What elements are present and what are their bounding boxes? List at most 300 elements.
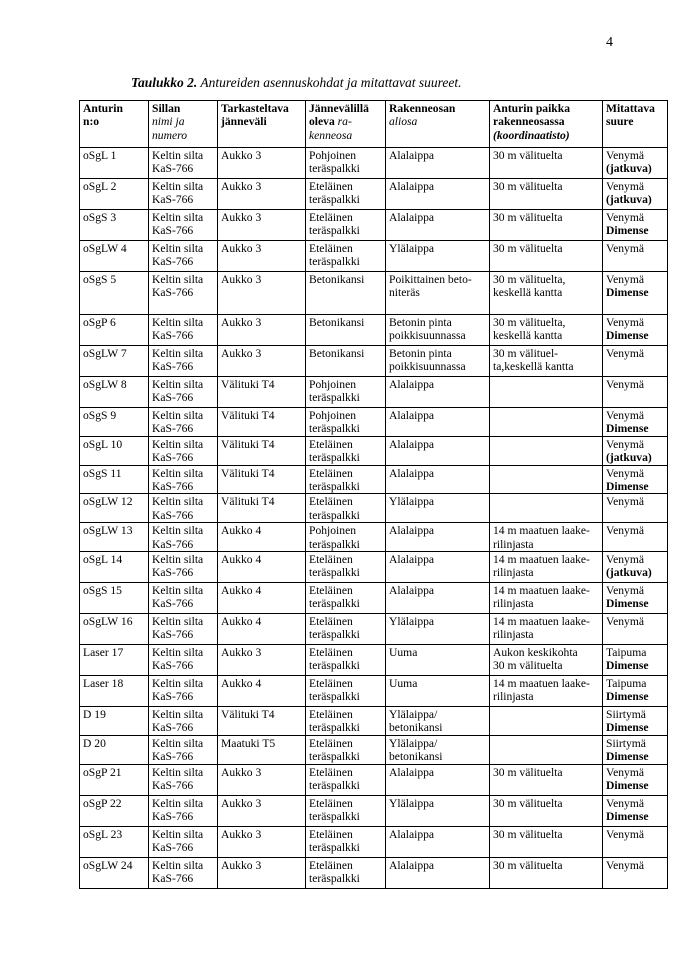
cell-line: Venymä	[606, 615, 644, 629]
cell-bridge	[149, 583, 218, 614]
cell-line: Välituki T4	[221, 708, 275, 722]
cell-line: Ylälaippa	[389, 796, 435, 810]
table-header-row	[80, 101, 668, 148]
cell-sensor-number	[80, 241, 149, 272]
table-row	[80, 707, 668, 736]
cell-line: Venymä	[606, 149, 644, 162]
cell-structural-part	[306, 315, 386, 346]
header-line: oleva ra-	[309, 115, 352, 129]
cell-line: 14 m maatuen laake-	[493, 553, 590, 567]
cell-span	[218, 552, 306, 583]
cell-line: keskellä kantta	[493, 286, 563, 300]
cell-line: Venymä	[606, 437, 644, 451]
cell-sensor-position	[490, 645, 603, 676]
cell-sub-part	[386, 614, 490, 645]
cell-line: teräspalkki	[309, 255, 360, 269]
cell-line: teräspalkki	[309, 566, 360, 580]
cell-structural-part	[306, 377, 386, 408]
cell-sensor-position	[490, 315, 603, 346]
table-row	[80, 436, 668, 465]
cell-line: Keltin silta	[152, 858, 204, 872]
cell-line: Pohjoinen	[309, 409, 357, 422]
cell-span	[218, 764, 306, 795]
cell-line: rilinjasta	[493, 690, 534, 704]
cell-line: Keltin silta	[152, 553, 204, 567]
cell-sub-part	[386, 436, 490, 465]
cell-line: Venymä	[606, 378, 644, 391]
cell-line: poikkisuunnassa	[389, 360, 466, 374]
header-sub-part	[386, 101, 490, 148]
header-measured-quantity	[603, 101, 668, 148]
cell-line: (jatkuva)	[606, 162, 652, 176]
header-line: jänneväli	[221, 115, 267, 129]
cell-line: KaS-766	[152, 508, 194, 522]
cell-sub-part	[386, 241, 490, 272]
cell-structural-part	[306, 795, 386, 826]
cell-line: Keltin silta	[152, 437, 204, 451]
cell-line: Eteläinen	[309, 495, 353, 509]
cell-line: oSgLW 24	[83, 858, 133, 872]
cell-line: teräspalkki	[309, 391, 360, 405]
cell-line: Keltin silta	[152, 149, 204, 162]
cell-sensor-position	[490, 377, 603, 408]
cell-line: Keltin silta	[152, 708, 204, 722]
cell-line: oSgLW 16	[83, 615, 133, 629]
cell-line: KaS-766	[152, 628, 194, 642]
table-row	[80, 408, 668, 437]
cell-line: Venymä	[606, 858, 644, 872]
table-row	[80, 583, 668, 614]
cell-sensor-number	[80, 377, 149, 408]
cell-structural-part	[306, 210, 386, 241]
cell-line: Eteläinen	[309, 242, 353, 255]
cell-line: keskellä kantta	[493, 329, 563, 343]
cell-line: D 19	[83, 708, 106, 722]
cell-line: KaS-766	[152, 810, 194, 824]
table-row	[80, 735, 668, 764]
cell-span	[218, 408, 306, 437]
cell-line: KaS-766	[152, 329, 194, 343]
cell-line: rilinjasta	[493, 566, 534, 580]
header-line: Rakenneosan	[389, 102, 456, 115]
table-row	[80, 346, 668, 377]
cell-line: Venymä	[606, 495, 644, 509]
cell-line: Ylälaippa/	[389, 708, 438, 722]
cell-line: KaS-766	[152, 422, 194, 436]
caption-label: Taulukko 2.	[131, 75, 198, 90]
cell-line: Dimense	[606, 750, 649, 764]
cell-line: 30 m välituelta	[493, 242, 563, 255]
cell-sensor-number	[80, 614, 149, 645]
cell-line: Alalaippa	[389, 409, 435, 422]
cell-line: Siirtymä	[606, 736, 646, 750]
table-body	[80, 148, 668, 889]
cell-line: Aukko 4	[221, 677, 262, 691]
cell-sub-part	[386, 494, 490, 523]
cell-line: Eteläinen	[309, 437, 353, 451]
cell-sensor-position	[490, 408, 603, 437]
table-row	[80, 857, 668, 888]
header-sensor-number	[80, 101, 149, 148]
header-bridge	[149, 101, 218, 148]
cell-sensor-number	[80, 645, 149, 676]
cell-sensor-number	[80, 272, 149, 315]
cell-bridge	[149, 465, 218, 494]
cell-line: Keltin silta	[152, 495, 204, 509]
cell-sensor-position	[490, 346, 603, 377]
table-row	[80, 826, 668, 857]
table-row	[80, 552, 668, 583]
cell-sensor-position	[490, 857, 603, 888]
table-row	[80, 210, 668, 241]
cell-line: Eteläinen	[309, 615, 353, 629]
header-line: (koordinaatisto)	[493, 128, 570, 142]
cell-measured-quantity	[603, 583, 668, 614]
cell-line: Aukko 4	[221, 553, 262, 567]
cell-span	[218, 148, 306, 179]
table-row	[80, 241, 668, 272]
cell-line: Venymä	[606, 584, 644, 598]
cell-sensor-position	[490, 272, 603, 315]
cell-sensor-position	[490, 523, 603, 552]
cell-line: oSgS 15	[83, 584, 122, 598]
cell-line: rilinjasta	[493, 597, 534, 611]
cell-sensor-number	[80, 826, 149, 857]
header-line: numero	[152, 128, 187, 142]
cell-line: Alalaippa	[389, 584, 435, 598]
cell-line: Venymä	[606, 827, 644, 841]
cell-bridge	[149, 764, 218, 795]
cell-line: Keltin silta	[152, 347, 204, 360]
cell-sub-part	[386, 377, 490, 408]
table-row	[80, 272, 668, 315]
cell-line: Alalaippa	[389, 553, 435, 567]
cell-sensor-position	[490, 494, 603, 523]
cell-span	[218, 346, 306, 377]
cell-sensor-position	[490, 148, 603, 179]
cell-line: Keltin silta	[152, 677, 204, 691]
cell-line: Ylälaippa	[389, 242, 435, 255]
cell-line: Venymä	[606, 524, 644, 538]
cell-measured-quantity	[603, 377, 668, 408]
cell-sensor-number	[80, 346, 149, 377]
cell-line: D 20	[83, 736, 106, 750]
cell-line: teräspalkki	[309, 480, 360, 494]
cell-line: oSgS 11	[83, 466, 122, 480]
cell-line: 30 m välituelta,	[493, 273, 566, 286]
table-caption	[131, 75, 462, 91]
cell-span	[218, 241, 306, 272]
cell-structural-part	[306, 583, 386, 614]
header-line: nimi ja	[152, 115, 185, 129]
cell-line: oSgLW 4	[83, 242, 127, 255]
cell-sensor-number	[80, 315, 149, 346]
cell-line: Keltin silta	[152, 796, 204, 810]
cell-line: Alalaippa	[389, 149, 435, 162]
cell-measured-quantity	[603, 645, 668, 676]
cell-line: oSgP 21	[83, 765, 122, 779]
cell-bridge	[149, 523, 218, 552]
cell-line: Poikittainen beto-	[389, 273, 472, 286]
table-row	[80, 465, 668, 494]
cell-line: Eteläinen	[309, 646, 353, 660]
cell-measured-quantity	[603, 436, 668, 465]
cell-line: Keltin silta	[152, 524, 204, 538]
cell-line: Betonin pinta	[389, 347, 452, 360]
cell-bridge	[149, 676, 218, 707]
cell-line: betonikansi	[389, 750, 443, 764]
cell-sensor-position	[490, 826, 603, 857]
cell-bridge	[149, 241, 218, 272]
cell-line: KaS-766	[152, 659, 194, 673]
cell-span	[218, 465, 306, 494]
cell-line: Venymä	[606, 765, 644, 779]
cell-line: Dimense	[606, 329, 649, 343]
cell-line: oSgL 1	[83, 149, 117, 162]
sensor-table	[79, 100, 668, 889]
cell-line: Dimense	[606, 810, 649, 824]
cell-span	[218, 857, 306, 888]
cell-line: 30 m välituelta	[493, 180, 563, 193]
cell-line: 30 m välituelta	[493, 796, 563, 810]
cell-line: teräspalkki	[309, 162, 360, 176]
cell-span	[218, 523, 306, 552]
cell-line: KaS-766	[152, 391, 194, 405]
cell-sub-part	[386, 148, 490, 179]
cell-line: oSgS 5	[83, 273, 117, 286]
cell-line: Eteläinen	[309, 180, 353, 193]
table-row	[80, 645, 668, 676]
cell-line: Uuma	[389, 646, 418, 660]
cell-line: 30 m välituelta	[493, 149, 563, 162]
cell-line: Välituki T4	[221, 466, 275, 480]
cell-line: Keltin silta	[152, 736, 204, 750]
cell-span	[218, 826, 306, 857]
cell-sensor-number	[80, 764, 149, 795]
cell-line: Alalaippa	[389, 858, 435, 872]
cell-measured-quantity	[603, 735, 668, 764]
cell-structural-part	[306, 614, 386, 645]
table-row	[80, 676, 668, 707]
cell-line: Alalaippa	[389, 180, 435, 193]
cell-sensor-position	[490, 764, 603, 795]
cell-line: Alalaippa	[389, 765, 435, 779]
cell-line: Alalaippa	[389, 211, 435, 224]
cell-line: Aukko 3	[221, 858, 262, 872]
cell-line: Alalaippa	[389, 466, 435, 480]
page-number: 4	[606, 35, 613, 50]
cell-line: Aukko 3	[221, 646, 262, 660]
cell-line: teräspalkki	[309, 224, 360, 238]
cell-bridge	[149, 735, 218, 764]
cell-line: teräspalkki	[309, 810, 360, 824]
cell-measured-quantity	[603, 795, 668, 826]
header-line: Jännevälillä	[309, 102, 369, 115]
cell-line: Eteläinen	[309, 796, 353, 810]
cell-span	[218, 645, 306, 676]
cell-line: KaS-766	[152, 451, 194, 465]
cell-line: oSgS 9	[83, 409, 117, 422]
cell-structural-part	[306, 408, 386, 437]
cell-bridge	[149, 552, 218, 583]
header-structural-part	[306, 101, 386, 148]
cell-span	[218, 436, 306, 465]
cell-sensor-position	[490, 583, 603, 614]
cell-span	[218, 707, 306, 736]
cell-line: KaS-766	[152, 537, 194, 551]
cell-sensor-position	[490, 676, 603, 707]
cell-structural-part	[306, 552, 386, 583]
cell-line: Ylälaippa/	[389, 736, 438, 750]
cell-line: 14 m maatuen laake-	[493, 677, 590, 691]
cell-structural-part	[306, 436, 386, 465]
cell-line: Venymä	[606, 466, 644, 480]
cell-measured-quantity	[603, 614, 668, 645]
cell-line: Venymä	[606, 273, 644, 286]
cell-bridge	[149, 272, 218, 315]
cell-sub-part	[386, 552, 490, 583]
cell-line: Keltin silta	[152, 316, 204, 329]
cell-measured-quantity	[603, 523, 668, 552]
cell-line: oSgL 10	[83, 437, 123, 451]
cell-measured-quantity	[603, 552, 668, 583]
cell-line: Maatuki T5	[221, 736, 276, 750]
cell-sub-part	[386, 179, 490, 210]
header-line: suure	[606, 115, 634, 129]
cell-line: 30 m välituelta	[493, 858, 563, 872]
cell-line: Dimense	[606, 224, 649, 238]
cell-structural-part	[306, 707, 386, 736]
cell-line: ta,keskellä kantta	[493, 360, 574, 374]
cell-line: Aukko 3	[221, 796, 262, 810]
cell-line: Dimense	[606, 721, 649, 735]
cell-line: Venymä	[606, 242, 644, 255]
cell-line: Välituki T4	[221, 409, 275, 422]
cell-span	[218, 315, 306, 346]
cell-line: Ylälaippa	[389, 495, 435, 509]
cell-line: 14 m maatuen laake-	[493, 584, 590, 598]
cell-line: oSgLW 7	[83, 347, 127, 360]
cell-line: Keltin silta	[152, 378, 204, 391]
cell-measured-quantity	[603, 676, 668, 707]
cell-sensor-number	[80, 523, 149, 552]
cell-line: Keltin silta	[152, 466, 204, 480]
cell-measured-quantity	[603, 494, 668, 523]
cell-line: Keltin silta	[152, 827, 204, 841]
cell-line: Alalaippa	[389, 437, 435, 451]
cell-line: Keltin silta	[152, 180, 204, 193]
header-line: aliosa	[389, 115, 418, 129]
cell-line: Venymä	[606, 180, 644, 193]
cell-sensor-number	[80, 210, 149, 241]
cell-structural-part	[306, 676, 386, 707]
cell-bridge	[149, 148, 218, 179]
cell-line: KaS-766	[152, 841, 194, 855]
cell-span	[218, 614, 306, 645]
cell-line: 14 m maatuen laake-	[493, 524, 590, 538]
cell-bridge	[149, 795, 218, 826]
cell-line: Aukko 3	[221, 316, 262, 329]
cell-line: Siirtymä	[606, 708, 646, 722]
cell-measured-quantity	[603, 315, 668, 346]
cell-sensor-number	[80, 465, 149, 494]
cell-line: Venymä	[606, 211, 644, 224]
cell-line: Aukko 3	[221, 149, 262, 162]
cell-line: 14 m maatuen laake-	[493, 615, 590, 629]
cell-line: oSgP 6	[83, 316, 116, 329]
cell-line: Alalaippa	[389, 827, 435, 841]
cell-span	[218, 735, 306, 764]
cell-line: KaS-766	[152, 779, 194, 793]
cell-line: betonikansi	[389, 721, 443, 735]
cell-structural-part	[306, 179, 386, 210]
header-line: Anturin paikka	[493, 102, 571, 115]
table-row	[80, 614, 668, 645]
cell-measured-quantity	[603, 272, 668, 315]
cell-line: KaS-766	[152, 721, 194, 735]
cell-bridge	[149, 614, 218, 645]
table-row	[80, 523, 668, 552]
cell-sensor-number	[80, 552, 149, 583]
cell-structural-part	[306, 346, 386, 377]
cell-structural-part	[306, 241, 386, 272]
cell-measured-quantity	[603, 764, 668, 795]
cell-line: teräspalkki	[309, 628, 360, 642]
cell-line: (jatkuva)	[606, 193, 652, 207]
cell-line: Aukko 3	[221, 765, 262, 779]
cell-line: Eteläinen	[309, 708, 353, 722]
cell-line: Keltin silta	[152, 646, 204, 660]
cell-line: Venymä	[606, 316, 644, 329]
cell-line: Venymä	[606, 347, 644, 360]
cell-sensor-number	[80, 857, 149, 888]
cell-line: KaS-766	[152, 480, 194, 494]
cell-sub-part	[386, 735, 490, 764]
cell-line: KaS-766	[152, 360, 194, 374]
cell-sub-part	[386, 346, 490, 377]
cell-sub-part	[386, 523, 490, 552]
cell-sub-part	[386, 795, 490, 826]
cell-line: oSgL 14	[83, 553, 123, 567]
cell-line: teräspalkki	[309, 193, 360, 207]
cell-line: Venymä	[606, 409, 644, 422]
cell-line: oSgL 23	[83, 827, 123, 841]
cell-line: Pohjoinen	[309, 524, 357, 538]
cell-line: Alalaippa	[389, 524, 435, 538]
cell-measured-quantity	[603, 465, 668, 494]
header-line: n:o	[83, 115, 100, 129]
cell-line: Eteläinen	[309, 736, 353, 750]
cell-span	[218, 494, 306, 523]
cell-line: Betonikansi	[309, 347, 365, 360]
cell-sensor-number	[80, 179, 149, 210]
cell-line: Aukko 4	[221, 584, 262, 598]
cell-sub-part	[386, 272, 490, 315]
cell-line: teräspalkki	[309, 841, 360, 855]
cell-structural-part	[306, 465, 386, 494]
cell-line: Aukko 3	[221, 211, 262, 224]
cell-line: KaS-766	[152, 750, 194, 764]
cell-line: Eteläinen	[309, 553, 353, 567]
table-row	[80, 315, 668, 346]
cell-structural-part	[306, 826, 386, 857]
cell-line: rilinjasta	[493, 628, 534, 642]
cell-line: KaS-766	[152, 566, 194, 580]
cell-structural-part	[306, 645, 386, 676]
cell-sensor-position	[490, 735, 603, 764]
cell-line: Laser 18	[83, 677, 124, 691]
cell-line: Välituki T4	[221, 437, 275, 451]
